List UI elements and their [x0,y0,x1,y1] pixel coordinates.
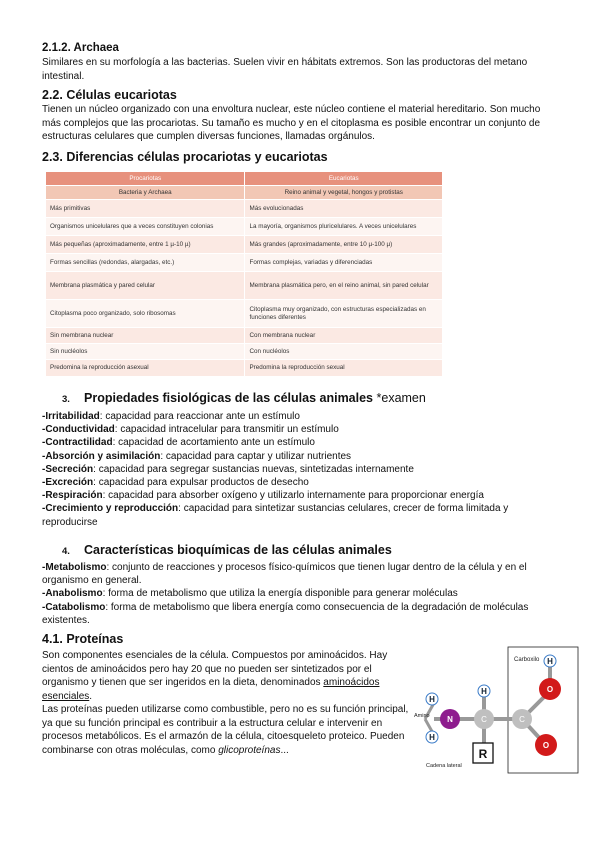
heading-text: Características bioquímicas de las células animales [84,543,392,557]
table-cell: Membrana plasmática y pared celular [46,272,245,300]
section-diferencias [42,150,562,165]
eucariotas-text: Tienen un núcleo organizado con una envoltura nuclear, este núcleo contiene el material hereditario. Son mucho más complejos que las procariotas. Su tamaño es mucho y en el citoplasma es posible encontrar un conjunto de estructuras celulares que cumplen diversas funciones, llamadas orgánulos. [42,104,541,142]
list-item: -Irritabilidad: capacidad para reaccionar ante un estímulo [42,411,300,422]
list-item: -Excreción: capacidad para expulsar productos de desecho [42,477,309,489]
heading-proteinas: 4.1. Proteínas [42,632,124,646]
heading-eucariotas: 2.2. Células eucariotas [42,88,177,102]
atom-label: O [546,685,554,694]
comparison-table-wrap [45,171,443,377]
table-cell: Predomina la reproducción asexual [46,360,245,377]
list-item: -Absorción y asimilación: capacidad para captar y utilizar nutrientes [42,450,352,462]
section-propiedades [42,390,562,529]
col-eucariotas: Eucariotas [245,172,443,186]
table-cell: Más evolucionadas [245,200,443,218]
table-cell: Sin nucléolos [46,344,245,360]
table-cell: Más pequeñas (aproximadamente, entre 1 µ-10 µ) [46,236,245,254]
proteinas-p1: Son componentes esenciales de la célula. Compuestos por aminoácidos. Hay cientos de aminoácidos pero hay 20 que no pueden ser sintetizados por el organismo y tienen que ser ingeridos en la dieta, denominados aminoácidos esenciales. [42,650,388,702]
sub-eucariotas: Reino animal y vegetal, hongos y protistas [245,186,443,200]
list-item: -Secreción: capacidad para segregar sustancias nuevas, sintetizadas internamente [42,463,414,475]
list-item: -Metabolismo: conjunto de reacciones y procesos físico-químicos que tienen lugar dentro de la célula y en el organismo en general. [42,562,527,587]
sub-procariotas: Bacteria y Archaea [46,186,245,200]
table-cell: Con membrana nuclear [245,328,443,344]
heading-archaea: 2.1.2. Archaea [42,42,119,54]
list-item: -Crecimiento y reproducción: capacidad para sintetizar sustancias celulares, crecer de forma limitada y reproducirse [42,503,509,528]
atom-label: O [542,741,550,750]
table-cell: La mayoría, organismos pluricelulares. A veces unicelulares [245,218,443,236]
atom-label: H [429,695,435,704]
atom-label: H [547,657,553,666]
exam-note: *examen [376,391,426,405]
propiedades-list [42,410,554,529]
amino-acid-diagram [412,645,580,775]
heading-number: 3. [62,394,70,405]
section-bioquimicas [42,542,562,627]
atom-label: C [481,715,487,724]
table-cell: Organismos unicelulares que a veces constituyen colonias [46,218,245,236]
heading-bioquimicas [42,542,562,560]
list-item: -Catabolismo: forma de metabolismo que libera energía como consecuencia de la degradación de moléculas existentes. [42,601,529,626]
cadena-label: Cadena lateral [426,763,462,769]
atom-label: N [447,715,453,724]
table-cell: Más grandes (aproximadamente, entre 10 µ-100 µ) [245,236,443,254]
col-procariotas: Procariotas [46,172,245,186]
table-cell: Formas complejas, variadas y diferenciadas [245,254,443,272]
list-item: -Conductividad: capacidad intracelular para transmitir un estímulo [42,424,339,436]
archaea-text: Similares en su morfología a las bacterias. Suelen vivir en hábitats extremos. Son las productoras del metano intestinal. [42,57,528,82]
proteinas-p2: Las proteínas pueden utilizarse como combustible, pero no es su función principal, ya que su función principal es contribuir a la estructura celular e intervenir en procesos metabólicos. Es el armazón de la célula, citoesqueleto proteico. Pueden combinarse con otras moléculas, como glicoproteínas... [42,704,409,756]
atom-label: R [478,747,488,761]
table-cell: Más primitivas [46,200,245,218]
section-archaea [42,41,562,83]
section-eucariotas [42,88,562,144]
heading-propiedades [42,390,562,408]
table-cell: Citoplasma poco organizado, solo ribosomas [46,300,245,328]
table-cell: Predomina la reproducción sexual [245,360,443,377]
table-cell: Con nucléolos [245,344,443,360]
atom-label: H [429,733,435,742]
table-cell: Sin membrana nuclear [46,328,245,344]
list-item: -Respiración: capacidad para absorber oxígeno y utilizarlo internamente para proporcionar energía [42,490,484,502]
atom-label: C [519,715,525,724]
heading-diferencias: 2.3. Diferencias células procariotas y eucariotas [42,150,328,164]
comparison-table [45,171,443,377]
table-cell: Formas sencillas (redondas, alargadas, etc.) [46,254,245,272]
heading-text: Propiedades fisiológicas de las células animales [84,391,374,405]
table-cell: Membrana plasmática pero, en el reino animal, sin pared celular [245,272,443,300]
atom-label: H [481,687,487,696]
heading-number: 4. [62,546,70,557]
carboxilo-label: Carboxilo [514,657,540,663]
amino-label: Amino [414,713,430,719]
bioquimicas-list [42,561,557,627]
list-item: -Anabolismo: forma de metabolismo que utiliza la energía disponible para generar moléculas [42,588,458,600]
section-proteinas [42,632,412,757]
list-item: -Contractilidad: capacidad de acortamiento ante un estímulo [42,437,315,449]
table-cell: Citoplasma muy organizado, con estructuras especializadas en funciones diferentes [245,300,443,328]
